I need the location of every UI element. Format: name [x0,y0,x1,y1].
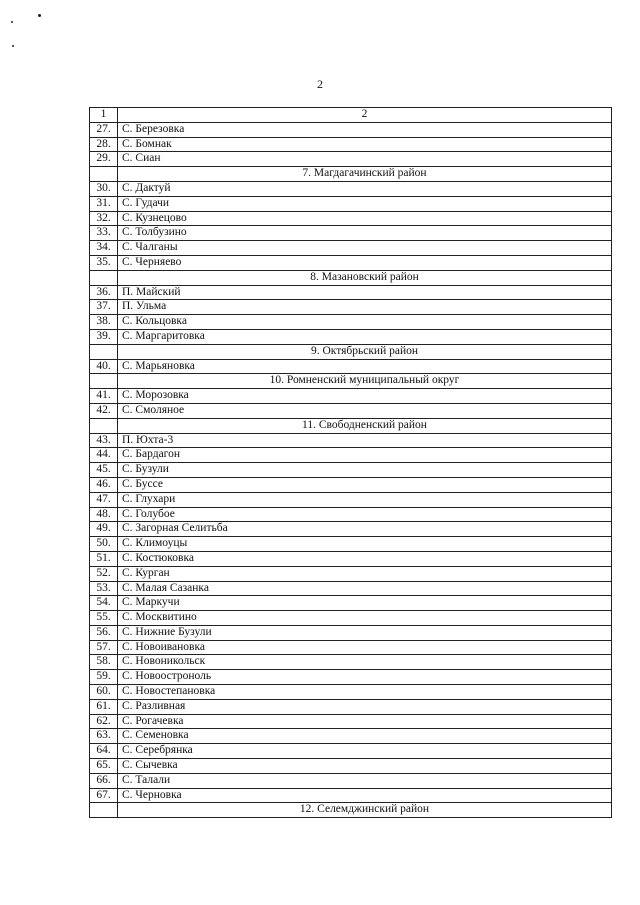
row-number: 58. [90,655,118,670]
table-row [90,551,612,566]
settlement-name: С. Новоивановка [118,640,612,655]
settlement-name: С. Нижние Бузули [118,625,612,640]
row-number: 61. [90,699,118,714]
settlement-name: С. Гудачи [118,196,612,211]
table-row [90,285,612,300]
row-number: 32. [90,211,118,226]
row-number: 49. [90,522,118,537]
settlement-name: С. Москвитино [118,611,612,626]
row-number: 36. [90,285,118,300]
table-row [90,329,612,344]
settlement-name: С. Черняево [118,255,612,270]
settlement-name: С. Голубое [118,507,612,522]
settlement-name: С. Новостепановка [118,685,612,700]
row-number: 64. [90,744,118,759]
settlement-name: С. Глухари [118,492,612,507]
settlement-name: С. Новоникольск [118,655,612,670]
table-row [90,477,612,492]
scan-speck [38,14,41,17]
scan-speck [12,45,14,47]
settlement-name: С. Березовка [118,122,612,137]
row-number: 59. [90,670,118,685]
settlement-name: С. Морозовка [118,389,612,404]
table-row [90,714,612,729]
table-row [90,596,612,611]
table-row [90,640,612,655]
row-number: 55. [90,611,118,626]
settlement-name: С. Серебрянка [118,744,612,759]
table-row [90,463,612,478]
district-title: 12. Селемджинский район [118,803,612,818]
table-row [90,196,612,211]
row-number: 54. [90,596,118,611]
settlement-name: С. Кузнецово [118,211,612,226]
table-row [90,448,612,463]
row-number: 43. [90,433,118,448]
row-number: 41. [90,389,118,404]
settlement-name: С. Разливная [118,699,612,714]
row-number: 60. [90,685,118,700]
district-title: 9. Октябрьский район [118,344,612,359]
table-row [90,181,612,196]
row-number: 31. [90,196,118,211]
row-number: 47. [90,492,118,507]
table-row [90,773,612,788]
row-number: 44. [90,448,118,463]
settlement-name: С. Маргаритовка [118,329,612,344]
row-number: 66. [90,773,118,788]
row-number: 56. [90,625,118,640]
table-row [90,670,612,685]
empty-number-cell [90,374,118,389]
table-row [90,566,612,581]
header-col-1: 1 [90,108,118,123]
district-title: 7. Магдагачинский район [118,167,612,182]
row-number: 45. [90,463,118,478]
district-header-row [90,418,612,433]
settlement-name: С. Чалганы [118,241,612,256]
row-number: 39. [90,329,118,344]
table-row [90,788,612,803]
row-number: 67. [90,788,118,803]
settlement-name: С. Курган [118,566,612,581]
settlement-name: С. Кольцовка [118,315,612,330]
settlement-name: П. Ульма [118,300,612,315]
settlement-name: С. Бомнак [118,137,612,152]
settlement-name: С. Бардагон [118,448,612,463]
table-row [90,359,612,374]
row-number: 63. [90,729,118,744]
district-title: 11. Свободненский район [118,418,612,433]
row-number: 50. [90,537,118,552]
row-number: 65. [90,759,118,774]
table-row [90,699,612,714]
settlement-name: С. Дактуй [118,181,612,196]
row-number: 35. [90,255,118,270]
table-row [90,507,612,522]
settlement-name: С. Бузули [118,463,612,478]
settlement-name: С. Сычевка [118,759,612,774]
table-row [90,729,612,744]
row-number: 46. [90,477,118,492]
row-number: 53. [90,581,118,596]
district-header-row [90,803,612,818]
district-header-row [90,374,612,389]
row-number: 37. [90,300,118,315]
settlement-name: П. Юхта-3 [118,433,612,448]
district-title: 10. Ромненский муниципальный округ [118,374,612,389]
table-row [90,403,612,418]
settlements-table [89,107,612,818]
table-row [90,211,612,226]
table-row [90,611,612,626]
table-row [90,300,612,315]
table-row [90,744,612,759]
settlement-name: С. Рогачевка [118,714,612,729]
row-number: 48. [90,507,118,522]
table-row [90,137,612,152]
row-number: 30. [90,181,118,196]
table-row [90,241,612,256]
district-header-row [90,344,612,359]
row-number: 33. [90,226,118,241]
row-number: 28. [90,137,118,152]
table-row [90,581,612,596]
row-number: 38. [90,315,118,330]
table-row [90,315,612,330]
scan-speck [11,21,13,23]
table-row [90,226,612,241]
table-row [90,389,612,404]
settlement-name: С. Толбузино [118,226,612,241]
district-header-row [90,167,612,182]
header-col-2: 2 [118,108,612,123]
table-row [90,537,612,552]
empty-number-cell [90,418,118,433]
settlement-name: С. Талали [118,773,612,788]
settlement-name: С. Черновка [118,788,612,803]
empty-number-cell [90,803,118,818]
table-header-row [90,108,612,123]
table-row [90,522,612,537]
empty-number-cell [90,167,118,182]
district-title: 8. Мазановский район [118,270,612,285]
table-row [90,433,612,448]
settlement-name: С. Маркучи [118,596,612,611]
settlement-name: С. Смоляное [118,403,612,418]
table-row [90,152,612,167]
settlement-name: С. Малая Сазанка [118,581,612,596]
row-number: 27. [90,122,118,137]
row-number: 34. [90,241,118,256]
table-row [90,759,612,774]
row-number: 62. [90,714,118,729]
settlement-name: С. Климоуцы [118,537,612,552]
settlement-name: С. Семеновка [118,729,612,744]
row-number: 42. [90,403,118,418]
settlement-name: П. Майский [118,285,612,300]
table-body [90,108,612,818]
table-row [90,625,612,640]
row-number: 29. [90,152,118,167]
table-row [90,255,612,270]
row-number: 57. [90,640,118,655]
settlement-name: С. Буссе [118,477,612,492]
row-number: 51. [90,551,118,566]
settlement-name: С. Костюковка [118,551,612,566]
table-row [90,655,612,670]
settlement-name: С. Загорная Селитьба [118,522,612,537]
table-row [90,122,612,137]
page-number: 2 [317,77,323,91]
district-header-row [90,270,612,285]
settlement-name: С. Сиан [118,152,612,167]
empty-number-cell [90,344,118,359]
settlement-name: С. Марьяновка [118,359,612,374]
table-row [90,685,612,700]
empty-number-cell [90,270,118,285]
row-number: 52. [90,566,118,581]
settlement-name: С. Новоостроноль [118,670,612,685]
row-number: 40. [90,359,118,374]
table-row [90,492,612,507]
